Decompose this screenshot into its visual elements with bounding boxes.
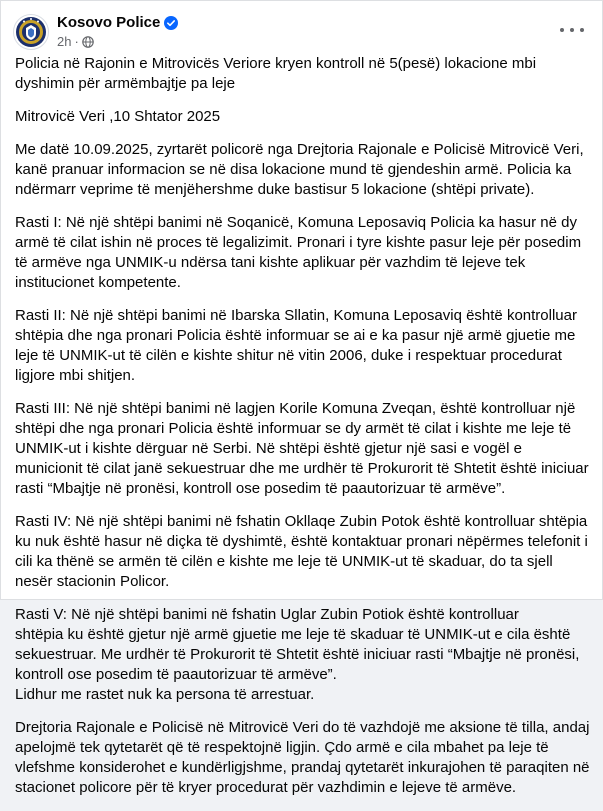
verified-badge-icon [164,16,178,30]
more-options-icon[interactable] [560,23,584,37]
post-timestamp[interactable]: 2h [57,34,72,49]
case-3-paragraph: Rasti III: Në një shtëpi banimi në lagjen Korile Komuna Zveqan, është kontrolluar një shtëpi dhe nga pronari Policia është informuar se dy armët të cilat i kishte me leje të UNMIK-ut i kishte dërguar në Serbi. Në shtëpi është gjetur një sasi e vogël e municionit të cilat janë sekuestruar dhe me urdhër të Prokurorit të Shtetit është iniciuar rasti “Mbajtje në pronësi, kontroll ose posedim të paautorizuar të armëve”. [15,400,589,497]
case-4-paragraph: Rasti IV: Në një shtëpi banimi në fshatin Okllaqe Zubin Potok është kontrolluar shtëpia ku nuk është hasur në diçka të dyshimtë, është kontaktuar pronari nëpërmes telefonit i cili ka thënë se armën të cilën e kishte me leje të UNMIK-ut të skaduar, do ta sjell nesër stacionin Policor. [15,513,588,590]
author-row [57,14,178,31]
post-meta [57,34,94,49]
more-dot [580,28,584,32]
more-dot [570,28,574,32]
meta-separator: · [74,34,79,49]
post-title: Policia në Rajonin e Mitrovicës Veriore kryen kontroll në 5(pesë) lokacione mbi dyshimin për armëmbajtje pa leje [15,55,537,92]
case-1-paragraph: Rasti I: Në një shtëpi banimi në Soqanicë, Komuna Leposaviq Policia ka hasur në dy armë të cilat ishin në proces të legalizimit. Pronari i tyre kishte pasur leje për posedim të armëve nga UNMIK-u ndërsa tani kishte aplikuar për vazhdim të lejeve tek institucionet kompetente. [15,214,582,291]
post-body [15,54,590,811]
author-name[interactable]: Kosovo Police [57,14,161,31]
case-2-paragraph: Rasti II: Në një shtëpi banimi në Ibarska Sllatin, Komuna Leposaviq është kontrolluar shtëpia dhe nga pronari Policia është informuar se ai e ka pasur një armë gjuetie me leje të UNMIK-ut të cilën e kishte shitur në vitin 2006, duke i respektuar procedurat ligjore mbi shitjen. [15,307,577,384]
more-dot [560,28,564,32]
globe-icon [82,36,94,48]
case-5-paragraph: Rasti V: Në një shtëpi banimi në fshatin Uglar Zubin Potiok është kontrolluar shtëpia ku është gjetur një armë gjuetie me leje të skaduar të UNMIK-ut e cila është sekuestruar. Me urdhër të Prokurorit të Shtetit është iniciuar rasti “Mbajtje në pronësi, kontroll ose posedim të paautorizuar të armëve”. Lidhur me rastet nuk ka persona të arrestuar. [15,606,580,703]
kosovo-police-badge-icon [14,15,48,49]
post-header [13,11,590,55]
post-intro: Me datë 10.09.2025, zyrtarët policorë nga Drejtoria Rajonale e Policisë Mitrovicë Veri, kanë pranuar informacion se në disa lokacione mund të gjendeshin armë. Policia ka ndërmarr veprime të menjëhershme duke bastisur 5 lokacione (shtëpi private). [15,141,584,198]
post-dateline: Mitrovicë Veri ,10 Shtator 2025 [15,108,221,125]
page-avatar[interactable] [13,14,49,50]
closing-paragraph: Drejtoria Rajonale e Policisë në Mitrovicë Veri do të vazhdojë me aksione të tilla, andaj apelojmë tek qytetarët që të respektojnë ligjin. Çdo armë e cila mbahet pa leje të vlefshme konsiderohet e kundërligjshme, prandaj qytetarët inkurajohen të paraqiten në stacionet policore për të kryer procedurat për vazhdimin e lejeve të armëve. [15,719,590,796]
